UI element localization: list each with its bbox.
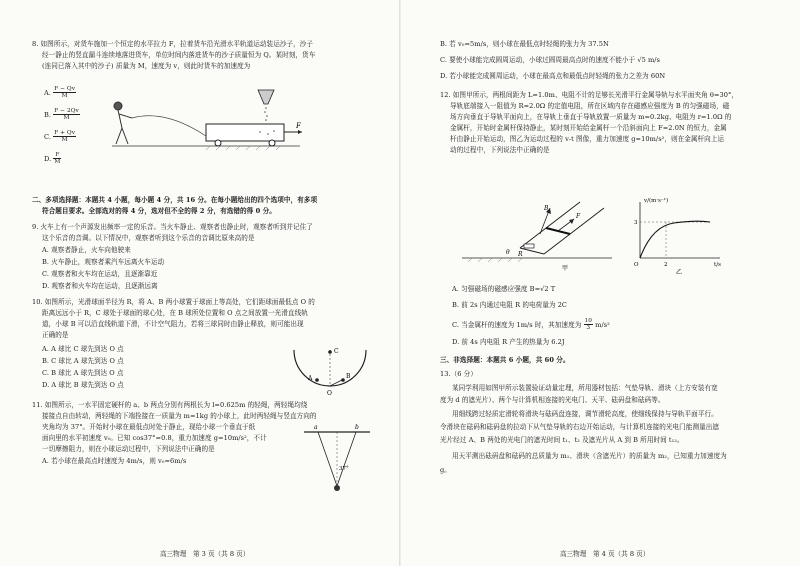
ball-b	[341, 378, 345, 382]
q9-option-b: B. 火车静止，观察者乘汽车远离火车运动	[42, 258, 165, 266]
q11-option-d: D. 若小球能完成圆周运动，小球在最高点和最低点时轻绳的张力之差为 60N	[440, 72, 666, 80]
q11-option-c: C. 要使小球能完成圆周运动，小球过圆周最高点时的速度不能小于 √5 m/s	[440, 56, 660, 64]
q10-bowl-figure	[286, 340, 376, 400]
label-a: A	[308, 375, 313, 382]
ball-a	[315, 378, 319, 382]
q9-option-a: A. 观察者静止，火车向他驶来	[42, 246, 131, 254]
q9-option-d: D. 观察者和火车均在运动，且逐渐远离	[42, 282, 158, 290]
resistor	[524, 244, 534, 248]
rail-back	[544, 208, 604, 254]
q13-line2: 度为 d 的遮光片）、两个与计算机相连接的光电门、天平、砝码盘和砝码等。	[440, 396, 665, 404]
q10-line4: 正确的是	[42, 331, 69, 339]
t-axis-label: t/s	[714, 262, 721, 268]
q9-line1: 9. 火车上有一个声源发出频率一定的乐音。当火车静止、观察者也静止时，观察者听到并记住了	[32, 223, 313, 231]
section2-line2: 符合题目要求。全部选对的得 4 分，选对但不全的得 2 分，有选错的得 0 分。	[42, 207, 276, 215]
q12-option-d: D. 前 4s 内电阻 R 产生的热量为 6.2J	[452, 338, 565, 346]
label-theta: θ	[506, 249, 510, 256]
footer-page-4: 高三物理 第 4 页（共 8 页）	[560, 550, 650, 558]
label-yi: 乙	[676, 269, 683, 276]
q10-line2: 距离远远小于 R，C 球处于球面的球心处，在 B 球所处位置和 O 点之间放置一光滑直线轨	[42, 309, 308, 317]
label-jia: 甲	[562, 265, 569, 272]
person-figure	[114, 102, 132, 144]
rail-bottom	[520, 248, 544, 254]
cart-wheel-right	[269, 140, 275, 146]
q11-rope-figure	[300, 424, 374, 506]
pull-rope	[132, 116, 206, 136]
rope-a	[318, 432, 337, 486]
q11-line3: 夹角均为 37°。开始时小球在最低点时处于静止，现给小球一个垂直于纸	[42, 423, 256, 431]
label-o: O	[327, 390, 332, 397]
q12-line2: 导轨底端接入一阻值为 R=2.0Ω 的定值电阻，所在区域内存在磁感应强度为 B 的匀强磁场，磁	[450, 102, 730, 110]
q12-line4: 金属杆，开始时金属杆保持静止，某时刻开始给金属杆一个沿斜面向上 F=2.0N 的恒力，金属	[450, 124, 727, 132]
force-arrowhead	[298, 130, 302, 134]
cart-body	[206, 124, 284, 141]
force-label: F	[296, 122, 301, 130]
ball-c	[328, 350, 332, 354]
q11-line2: 接接点自由转动，两轻绳的下端拴接在一质量为 m=1kg 的小球上，此时两轻绳与竖直方向的	[42, 412, 317, 420]
ground-hatch	[468, 258, 522, 262]
q8-option-a: A. $\frac{F - Qv}{M}$	[44, 86, 76, 100]
q11-line5: 一切摩擦阻力，则在小球运动过程中，下列说法中正确的是	[42, 445, 215, 453]
q12-option-b: B. 前 2s 内通过电阻 R 的电荷量为 2C	[452, 301, 568, 309]
q10-line1: 10. 如图所示，光滑球面半径为 R，将 A、B 两小球置于球面上等高处，它们距球面最低点 O 的	[32, 298, 315, 306]
section3-heading: 三、非选择题：本题共 6 小题，共 60 分。	[440, 356, 570, 364]
q8-cart-figure	[110, 84, 310, 164]
q10-option-a: A. A 球比 C 球先到达 O 点	[42, 345, 124, 353]
q11-option-b: B. 若 v₀=5m/s，则小球在最低点时轻绳的张力为 37.5N	[440, 40, 609, 48]
q10-option-c: C. B 球比 A 球先到达 O 点	[42, 369, 124, 377]
q11-line1: 11. 如图所示，一水平固定硬杆的 a、b 两点分别有两根长为 l=0.625m 的轻绳，两轻绳均绕	[32, 401, 308, 409]
rope-b	[337, 432, 356, 486]
v-axis-label: v/(m·s⁻¹)	[644, 198, 669, 204]
label-f: F	[576, 213, 581, 220]
q13-line4: 令滑块在砝码和砝码盘的拉动下从气垫导轨的右边开始运动，与计算机连接的光电门能测量出遮	[440, 423, 720, 431]
tick-t2: 2	[664, 262, 668, 268]
q13-line7: g。	[440, 466, 451, 474]
footer-page-3: 高三物理 第 3 页（共 8 页）	[160, 550, 250, 558]
cart-wheel-left	[215, 140, 221, 146]
q8-option-c: C. $\frac{F + Qv}{M}$	[44, 130, 76, 144]
q9-line2: 这个乐音的音调。以下情况中，观察者听到这个乐音的音调比原来高的是	[42, 234, 255, 242]
section2-line1: 二、多项选择题：本题共 4 小题，每小题 4 分，共 16 分。在每小题给出的四个选项中，有多项	[32, 196, 318, 204]
q12-line3: 场方向垂直于导轨平面向上，在导轨上垂直于导轨放置一质量为 m=0.2kg、电阻为 r=1.0Ω 的	[450, 113, 732, 121]
person-body	[116, 110, 132, 144]
q8-line1: 8. 如图所示，对货车施加一个恒定的水平拉力 F，拉着货车沿光滑水平轨道运动装运沙子，沙子	[32, 40, 314, 48]
q8-option-d: D. $\frac{F}{M}$	[44, 152, 61, 166]
person-head	[114, 102, 122, 110]
q10-line3: 道，小球 B 可以沿直线轨道下滑，不计空气阻力，若将三球同时由静止释放，则可能出现	[42, 320, 304, 328]
q13-heading: 13.（6 分）	[440, 370, 477, 378]
label-b: B	[544, 205, 549, 212]
q8-line3: (连同已落入其中的沙子) 质量为 M，速度为 v，则此时货车的加速度为	[42, 62, 251, 70]
force-arrowhead	[569, 219, 574, 224]
q12-line6: 动的过程中，下列说法中正确的是	[450, 146, 550, 154]
q13-line5: 光片经过 A、B 两处的光电门的遮光时间 t₁、t₂ 及遮光片从 A 到 B 所用时间 t₁₂。	[440, 436, 684, 444]
q8-option-b: B. $\frac{F - 2Qv}{M}$	[44, 108, 79, 122]
sand-hopper	[258, 90, 274, 104]
q11-option-a: A. 若小球在最高点时速度为 4m/s，则 v₀=6m/s	[42, 457, 187, 465]
label-b: b	[355, 424, 359, 431]
ball	[334, 485, 340, 491]
q11-line4: 面向里的水平初速度 v₀。已知 cos37°=0.8，重力加速度 g=10m/s²，不计	[42, 434, 267, 442]
angle-label: 37°	[339, 466, 349, 472]
origin-label: O	[634, 262, 639, 268]
q12-line5: 杆由静止开始运动，图乙为运动过程的 v-t 图像，重力加速度 g=10m/s²，则在金属杆向上运	[450, 135, 725, 143]
q8-line2: 经一静止的竖直漏斗连续地落进货车，单位时间内落进货车的沙子质量恒为 Q。某时刻，货车	[42, 51, 316, 59]
q9-option-c: C. 观察者和火车均在运动，且逐渐靠近	[42, 270, 158, 278]
q13-line6: 用天平测出砝码盘和砝码的总质量为 m₁、滑块（含遮光片）的质量为 m₂，已知重力加速度为	[452, 452, 727, 460]
tick-v3: 3	[634, 220, 638, 226]
q13-line3: 用细线跨过轻质定滑轮将滑块与砝码盘连接，调节滑轮高度，使细线保持与导轨平面平行。	[452, 410, 718, 418]
label-a: a	[314, 424, 318, 431]
q12-vt-graph	[630, 196, 730, 276]
label-b: B	[346, 373, 351, 380]
q12-incline-figure	[462, 196, 622, 276]
q10-option-b: B. C 球比 A 球先到达 O 点	[42, 357, 124, 365]
track-hatch	[206, 146, 280, 150]
q13-line1: 某同学利用如图甲所示装置验证动量定理，所用器材包括：气垫导轨、滑块（上方安装有宽	[452, 384, 718, 392]
q12-option-a: A. 匀强磁场的磁感应强度 B=√2 T	[452, 285, 556, 293]
page-4	[400, 0, 800, 566]
vt-curve	[640, 221, 710, 258]
label-r: R	[518, 251, 523, 258]
q12-option-c: C. 当金属杆的速度为 1m/s 时，其加速度为 $\frac{10}{3}$ m/s²	[452, 318, 610, 332]
q10-option-d: D. A 球比 B 球先到达 O 点	[42, 381, 124, 389]
label-c: C	[334, 348, 339, 355]
q12-line1: 12. 如图甲所示，两根间距为 L=1.0m、电阻不计的足够长光滑平行金属导轨与水平面夹角 θ=30°，	[440, 91, 738, 99]
